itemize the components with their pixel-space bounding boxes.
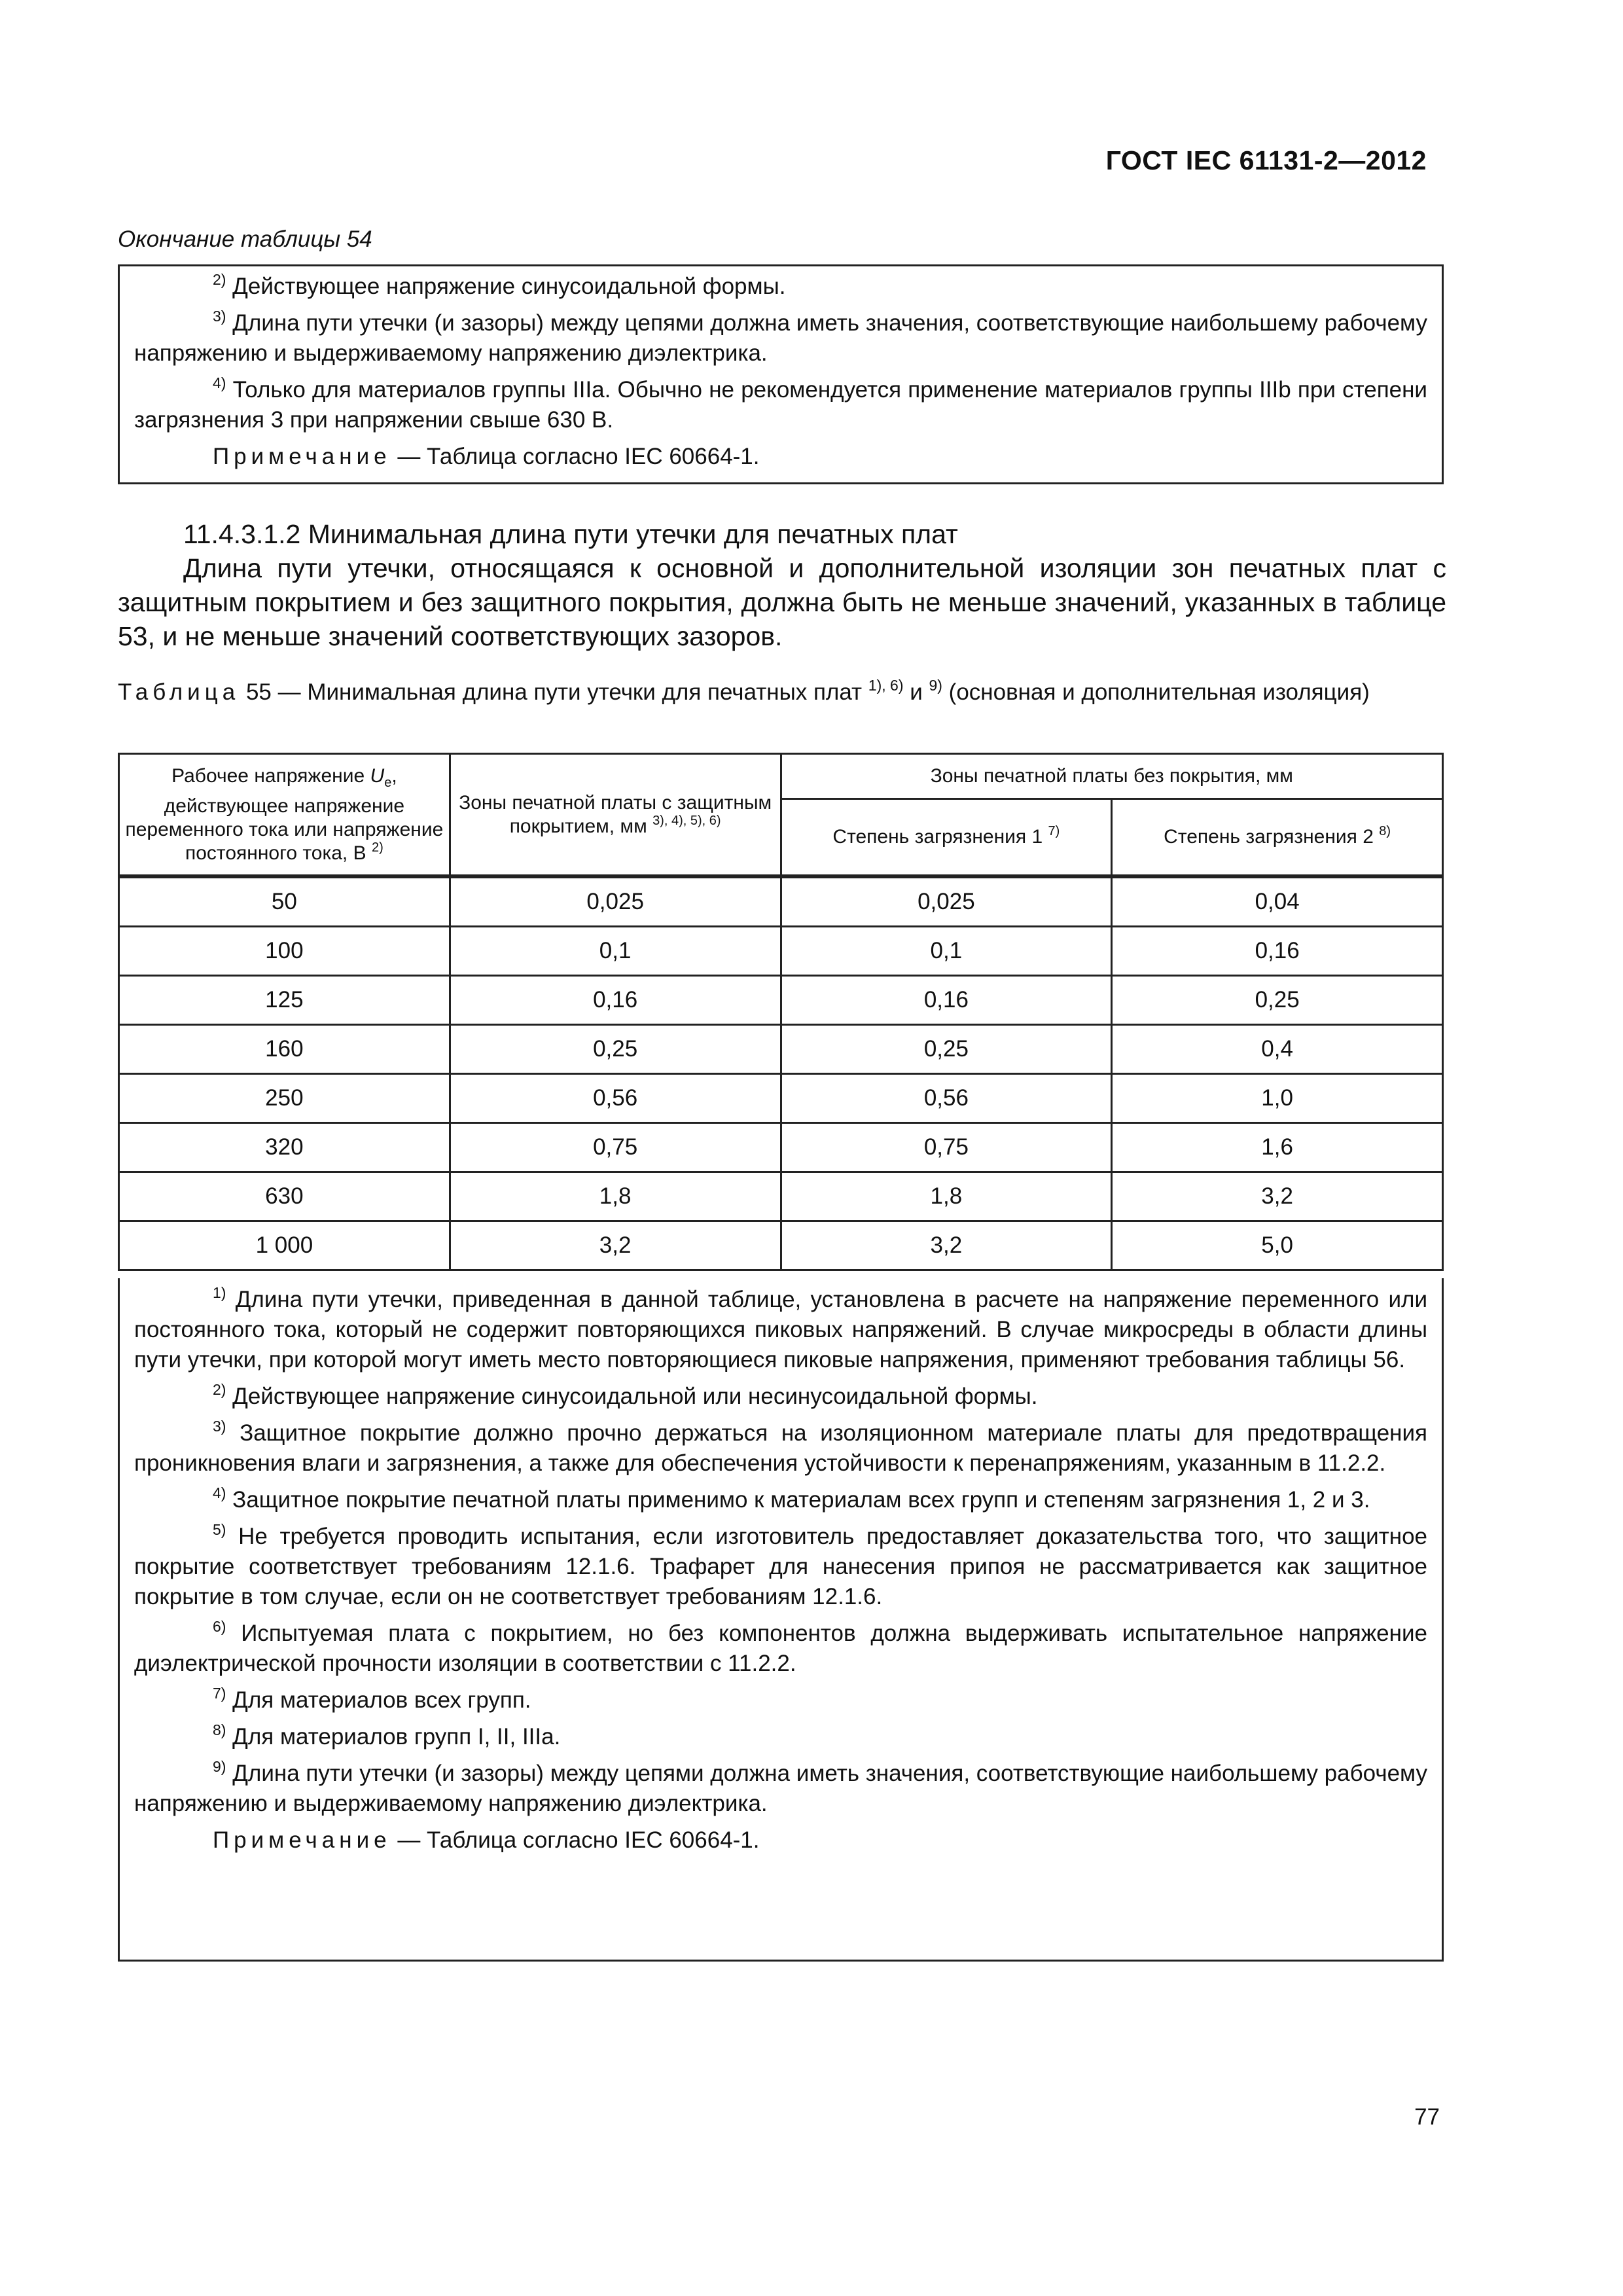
table-remark [134,1825,1427,1856]
table-55-notes-box [118,1278,1444,1962]
footnote-mark: 7) [213,1685,226,1702]
footnote-text: Длина пути утечки, приведенная в данной таблице, установлена в расчете на напряжение переменного или постоянного тока, который не содержит повторяющихся пиковых напряжений. В случае микросреды в области длины пути утечки, при которой могут иметь место повторяющиеся пиковые напряжения, применяют требования таблицы 56. [134,1287,1427,1372]
table-cell: 5,0 [1112,1221,1443,1270]
table-cell: 1,0 [1112,1074,1443,1123]
table-cell: 125 [119,976,450,1025]
footnote-mark: 4) [213,374,226,391]
table-row [119,976,1443,1025]
footnote [134,1285,1427,1375]
table-cell: 250 [119,1074,450,1123]
table-cell: 3,2 [781,1221,1112,1270]
caption-marks: 1), 6) [868,677,904,694]
footnote [134,1418,1427,1479]
footnote-text: Длина пути утечки (и зазоры) между цепями должна иметь значения, соответствующие наибольшему рабочему напряжению и выдерживаемому напряжению диэлектрика. [134,310,1427,366]
footnote-text: Действующее напряжение синусоидальной или несинусоидальной формы. [226,1384,1038,1409]
table-header-row [119,754,1443,799]
footnote [134,1722,1427,1752]
footnote-mark: 4) [213,1484,226,1501]
table-55-caption [118,677,1446,708]
table-cell: 630 [119,1172,450,1221]
footnote-mark: 6) [213,1618,226,1635]
table-row [119,1025,1443,1074]
table-row [119,1221,1443,1270]
table-row [119,1172,1443,1221]
table-cell: 0,25 [781,1025,1112,1074]
table-cell: 0,4 [1112,1025,1443,1074]
table-cell: 0,25 [1112,976,1443,1025]
section-title: 11.4.3.1.2 Минимальная длина пути утечки для печатных плат [183,519,958,549]
footnote [134,1382,1427,1412]
page-number: 77 [1414,2104,1440,2130]
table-cell: 160 [119,1025,450,1074]
table-cell: 0,025 [450,876,781,927]
remark-text: — Таблица согласно IEC 60664-1. [391,444,760,469]
footnote-text: Для материалов всех групп. [226,1687,531,1713]
section-body: Длина пути утечки, относящаяся к основной и дополнительной изоляции зон печатных плат с защитным покрытием и без защитного покрытия, должна быть не меньше значений, указанных в таблице 53, и не меньше значений соответствующих зазоров. [118,553,1446,651]
table-cell: 0,75 [450,1123,781,1172]
footnote [134,375,1427,435]
column-header-pollution-1: Степень загрязнения 1 $^{7)}$ [781,799,1112,877]
table-54-notes-box [118,264,1444,484]
caption-main: 55 — Минимальная длина пути утечки для печатных плат [240,679,868,705]
table-cell: 1,6 [1112,1123,1443,1172]
caption-word: Таблица [118,679,240,705]
caption-marks: 9) [929,677,942,694]
footnote-text: Длина пути утечки (и зазоры) между цепями должна иметь значения, соответствующие наибольшему рабочему напряжению и выдерживаемому напряжению диэлектрика. [134,1761,1427,1816]
table-55 [118,753,1444,1271]
footnote-mark: 1) [213,1284,226,1301]
table-cell: 0,025 [781,876,1112,927]
footnote-text: Не требуется проводить испытания, если изготовитель предоставляет доказательства того, что защитное покрытие соответствует требованиям 12.1.6. Трафарет для нанесения припоя не рассматривается как защитное покрытие в том случае, если он не соответствует требованиям 12.1.6. [134,1524,1427,1609]
table-cell: 0,56 [450,1074,781,1123]
table-cell: 0,25 [450,1025,781,1074]
footnote-mark: 8) [213,1721,226,1738]
footnote-text: Защитное покрытие печатной платы применимо к материалам всех групп и степеням загрязнения 1, 2 и 3. [226,1487,1370,1513]
table-cell: 50 [119,876,450,927]
remark-word: Примечание [213,1827,391,1853]
footnote [134,1485,1427,1515]
footnote-mark: 3) [213,1418,226,1435]
table-row [119,927,1443,976]
table-cell: 1,8 [450,1172,781,1221]
table-cell: 0,16 [781,976,1112,1025]
column-header-coated: Зоны печатной платы с защитным покрытием, мм $^{3), 4), 5), 6)}$ [450,754,781,877]
remark-text: — Таблица согласно IEC 60664-1. [391,1827,760,1853]
footnote-mark: 2) [213,1381,226,1398]
table-54-continuation-label: Окончание таблицы 54 [118,226,372,252]
footnote [134,272,1427,302]
footnote-text: Защитное покрытие должно прочно держаться на изоляционном материале платы для предотвращения проникновения влаги и загрязнения, а также для обеспечения устойчивости к перенапряжениям, указанным в 11.2.2. [134,1420,1427,1476]
table-cell: 3,2 [1112,1172,1443,1221]
footnote [134,1522,1427,1612]
table-cell: 0,16 [450,976,781,1025]
table-cell: 0,56 [781,1074,1112,1123]
table-row [119,1123,1443,1172]
footnote-mark: 2) [213,271,226,288]
footnote-text: Действующее напряжение синусоидальной формы. [226,274,786,299]
table-cell: 320 [119,1123,450,1172]
remark-word: Примечание [213,444,391,469]
footnote [134,308,1427,368]
table-cell: 1 000 [119,1221,450,1270]
table-cell: 100 [119,927,450,976]
footnote-text: Испытуемая плата с покрытием, но без компонентов должна выдерживать испытательное напряжение диэлектрической прочности изоляции в соответствии с 11.2.2. [134,1621,1427,1676]
table-remark [134,442,1427,472]
footnote-mark: 9) [213,1758,226,1775]
document-header: ГОСТ IEC 61131-2—2012 [1105,145,1427,175]
table-cell: 0,04 [1112,876,1443,927]
table-cell: 1,8 [781,1172,1112,1221]
table-cell: 0,1 [781,927,1112,976]
column-header-voltage: Рабочее напряжение $U_e$, действующее напряжение переменного тока или напряжение постоянного тока, В $^{2)}$ [119,754,450,877]
footnote-mark: 5) [213,1521,226,1538]
footnote [134,1685,1427,1715]
column-header-pollution-2: Степень загрязнения 2 $^{8)}$ [1112,799,1443,877]
table-cell: 0,75 [781,1123,1112,1172]
footnote-text: Только для материалов группы IIIa. Обычно не рекомендуется применение материалов группы IIIb при степени загрязнения 3 при напряжении свыше 630 В. [134,377,1427,433]
table-row [119,876,1443,927]
table-cell: 0,16 [1112,927,1443,976]
footnote-mark: 3) [213,308,226,325]
column-group-header-uncoated: Зоны печатной платы без покрытия, мм [781,754,1443,799]
footnote-text: Для материалов групп I, II, IIIa. [226,1724,561,1749]
footnote [134,1759,1427,1819]
table-cell: 0,1 [450,927,781,976]
footnote [134,1619,1427,1679]
caption-and: и [903,679,929,705]
caption-tail: (основная и дополнительная изоляция) [942,679,1370,705]
table-row [119,1074,1443,1123]
table-cell: 3,2 [450,1221,781,1270]
